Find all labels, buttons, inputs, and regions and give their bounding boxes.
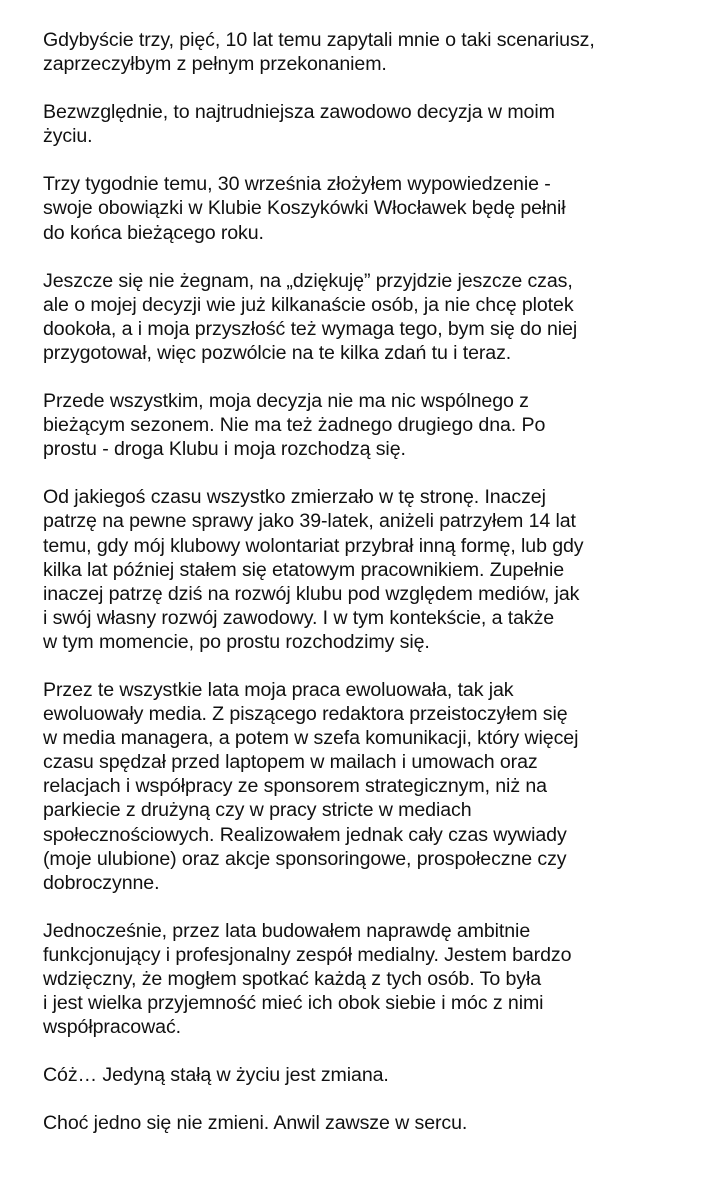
text-line: współpracować. (43, 1016, 181, 1039)
text-line: przygotował, więc pozwólcie na te kilka zdań tu i teraz. (43, 341, 512, 364)
paragraph-3 (43, 172, 693, 244)
text-line: temu, gdy mój klubowy wolontariat przybrał inną formę, lub gdy (43, 534, 584, 557)
text-line: parkiecie z drużyną czy w pracy stricte w mediach (43, 799, 472, 822)
text-line: i jest wielka przyjemność mieć ich obok siebie i móc z nimi (43, 992, 544, 1015)
text-line: zaprzeczyłbym z pełnym przekonaniem. (43, 53, 387, 76)
text-line: inaczej patrzę dziś na rozwój klubu pod względem mediów, jak (43, 582, 580, 605)
paragraph-7 (43, 678, 693, 895)
text-line: patrzę na pewne sprawy jako 39-latek, aniżeli patrzyłem 14 lat (43, 510, 576, 533)
text-line: bieżącym sezonem. Nie ma też żadnego drugiego dna. Po (43, 414, 546, 437)
paragraph-5 (43, 389, 693, 461)
text-line: Przez te wszystkie lata moja praca ewoluowała, tak jak (43, 678, 514, 701)
paragraph-2 (43, 100, 693, 148)
text-line: dookoła, a i moja przyszłość też wymaga tego, bym się do niej (43, 317, 578, 340)
paragraph-6 (43, 485, 693, 654)
text-line: w media managera, a potem w szefa komunikacji, który więcej (43, 727, 579, 750)
text-line: funkcjonujący i profesjonalny zespół medialny. Jestem bardzo (43, 943, 572, 966)
text-line: do końca bieżącego roku. (43, 221, 264, 244)
paragraph-9 (43, 1063, 693, 1087)
text-line: ale o mojej decyzji wie już kilkanaście osób, ja nie chcę plotek (43, 293, 574, 316)
paragraph-8 (43, 919, 693, 1039)
text-line: dobroczynne. (43, 871, 160, 894)
paragraph-1 (43, 28, 693, 76)
text-line: Przede wszystkim, moja decyzja nie ma nic wspólnego z (43, 390, 529, 413)
text-line: życiu. (43, 125, 93, 148)
text-line: społecznościowych. Realizowałem jednak cały czas wywiady (43, 823, 567, 846)
text-line: w tym momencie, po prostu rozchodzimy się. (43, 630, 430, 653)
text-line: i swój własny rozwój zawodowy. I w tym kontekście, a także (43, 606, 555, 629)
text-line: ewoluowały media. Z piszącego redaktora przeistoczyłem się (43, 703, 568, 726)
text-line: (moje ulubione) oraz akcje sponsoringowe, prospołeczne czy (43, 847, 567, 870)
text-line: swoje obowiązki w Klubie Koszykówki Włocławek będę pełnił (43, 197, 566, 220)
paragraph-10 (43, 1111, 693, 1135)
text-line: Choć jedno się nie zmieni. Anwil zawsze w sercu. (43, 1112, 468, 1135)
text-line: relacjach i współpracy ze sponsorem strategicznym, niż na (43, 775, 547, 798)
text-line: Gdybyście trzy, pięć, 10 lat temu zapytali mnie o taki scenariusz, (43, 29, 595, 51)
text-line: Trzy tygodnie temu, 30 września złożyłem wypowiedzenie - (43, 173, 551, 196)
paragraph-4 (43, 269, 693, 365)
letter-document (43, 28, 693, 1159)
text-line: Bezwzględnie, to najtrudniejsza zawodowo decyzja w moim (43, 101, 555, 124)
text-line: Cóż… Jedyną stałą w życiu jest zmiana. (43, 1064, 389, 1087)
text-line: Jednocześnie, przez lata budowałem naprawdę ambitnie (43, 919, 531, 942)
text-line: Jeszcze się nie żegnam, na „dziękuję” przyjdzie jeszcze czas, (43, 269, 573, 292)
text-line: czasu spędzał przed laptopem w mailach i umowach oraz (43, 751, 538, 774)
text-line: prostu - droga Klubu i moja rozchodzą się. (43, 438, 406, 461)
text-line: Od jakiegoś czasu wszystko zmierzało w tę stronę. Inaczej (43, 486, 546, 509)
text-line: wdzięczny, że mogłem spotkać każdą z tych osób. To była (43, 968, 542, 990)
text-line: kilka lat później stałem się etatowym pracownikiem. Zupełnie (43, 558, 565, 581)
